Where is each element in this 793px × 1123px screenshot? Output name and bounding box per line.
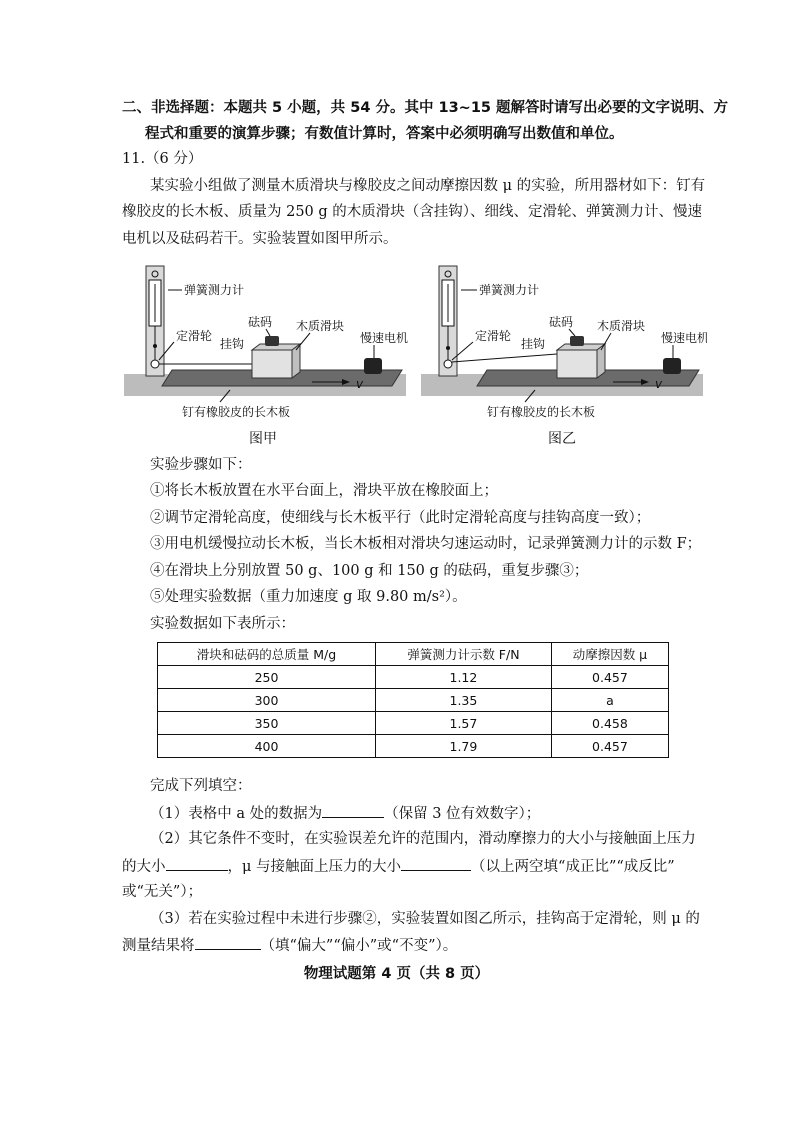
q1-text-end: （保留 3 位有效数字）； [384, 806, 541, 822]
q2-text: 的大小 [122, 859, 166, 875]
table-cell: 300 [158, 689, 376, 712]
table-cell: 250 [158, 666, 376, 689]
table-header: 动摩擦因数 μ [551, 643, 668, 666]
step-3: ③用电机缓慢拉动长木板，当长木板相对滑块匀速运动时，记录弹簧测力计的示数 F； [150, 536, 702, 552]
velocity-label: v [655, 377, 663, 391]
question-intro-line1: 某实验小组做了测量木质滑块与橡胶皮之间动摩擦因数 μ 的实验，所用器材如下：钉有 [150, 178, 706, 194]
fill-q2-line1: （2）其它条件不变时，在实验误差允许的范围内，滑动摩擦力的大小与接触面上压力 [150, 831, 696, 847]
table-header: 滑块和砝码的总质量 M/g [158, 643, 376, 666]
question-number: 11.（6 分） [122, 151, 203, 167]
thread [452, 354, 557, 362]
velocity-label: v [356, 377, 364, 391]
question-intro-line2: 橡胶皮的长木板、质量为 250 g 的木质滑块（含挂钩）、细线、定滑轮、弹簧测力计、慢速 [122, 204, 703, 220]
fill-q2-line2 [122, 856, 675, 877]
q3-text-end: （填“偏大”“偏小”或“不变”）。 [260, 938, 458, 954]
table-title: 实验数据如下表所示： [150, 616, 295, 632]
label-hook: 挂钩 [220, 337, 245, 351]
label-weight: 砝码 [549, 315, 574, 329]
wooden-block [557, 350, 597, 378]
q2-text-end: （以上两空填“成正比”“成反比” [471, 859, 675, 875]
page-footer: 物理试题第 4 页（共 8 页） [303, 966, 490, 982]
pulley [444, 360, 452, 368]
table-cell: 1.57 [376, 712, 552, 735]
section-heading-line2: 程式和重要的演算步骤；有数值计算时，答案中必须明确写出数值和单位。 [145, 126, 624, 142]
apparatus-diagram-a [120, 262, 410, 427]
data-table [157, 642, 669, 758]
fill-title: 完成下列填空： [150, 778, 252, 794]
table-cell: 1.79 [376, 735, 552, 758]
table-cell: 0.457 [551, 735, 668, 758]
fill-q3-line1: （3）若在实验过程中未进行步骤②，实验装置如图乙所示，挂钩高于定滑轮，则 μ 的 [150, 911, 700, 927]
caption-figure-a: 图甲 [249, 431, 277, 447]
step-5: ⑤处理实验数据（重力加速度 g 取 9.80 m/s²）。 [150, 589, 467, 605]
section-heading-line1: 二、非选择题：本题共 5 小题，共 54 分。其中 13~15 题解答时请写出必要的文字说明、方 [122, 100, 729, 116]
label-pulley: 定滑轮 [475, 329, 512, 343]
steps-title: 实验步骤如下： [150, 457, 252, 473]
label-pulley: 定滑轮 [176, 329, 213, 343]
answer-blank-3[interactable] [401, 856, 471, 871]
label-block: 木质滑块 [597, 319, 646, 333]
table-header: 弹簧测力计示数 F/N [376, 643, 552, 666]
label-motor: 慢速电机 [360, 331, 409, 345]
table-cell: a [551, 689, 668, 712]
table-row [158, 666, 669, 689]
fill-q1 [150, 803, 540, 824]
figure-a [120, 262, 410, 431]
figure-b [417, 262, 707, 431]
pulley [151, 360, 159, 368]
table-cell: 350 [158, 712, 376, 735]
wooden-block [252, 350, 292, 378]
q1-text: （1）表格中 a 处的数据为 [150, 806, 323, 822]
label-motor: 慢速电机 [661, 331, 707, 345]
q2-text-mid: ，μ 与接触面上压力的大小 [227, 859, 402, 875]
weight [265, 336, 279, 346]
caption-figure-b: 图乙 [548, 431, 576, 447]
answer-blank-4[interactable] [195, 935, 261, 950]
label-board: 钉有橡胶皮的长木板 [487, 405, 596, 419]
table-cell: 1.35 [376, 689, 552, 712]
q3-text: 测量结果将 [122, 938, 195, 954]
table-row [158, 735, 669, 758]
table-row [158, 712, 669, 735]
answer-blank-2[interactable] [166, 856, 228, 871]
table-cell: 400 [158, 735, 376, 758]
label-block: 木质滑块 [296, 319, 345, 333]
label-board: 钉有橡胶皮的长木板 [182, 405, 291, 419]
table-row [158, 689, 669, 712]
fill-q2-line3: 或“无关”）； [122, 884, 203, 900]
label-spring-scale: 弹簧测力计 [184, 283, 245, 297]
table-cell: 1.12 [376, 666, 552, 689]
label-weight: 砝码 [248, 315, 273, 329]
label-spring-scale: 弹簧测力计 [479, 283, 540, 297]
table-cell: 0.457 [551, 666, 668, 689]
weight [570, 336, 584, 346]
question-intro-line3: 电机以及砝码若干。实验装置如图甲所示。 [122, 231, 398, 247]
table-header-row [158, 643, 669, 666]
slow-motor [663, 358, 681, 374]
apparatus-diagram-b [417, 262, 707, 427]
step-1: ①将长木板放置在水平台面上，滑块平放在橡胶面上； [150, 483, 498, 499]
slow-motor [364, 358, 382, 374]
fill-q3-line2 [122, 935, 457, 956]
step-2: ②调节定滑轮高度，使细线与长木板平行（此时定滑轮高度与挂钩高度一致）； [150, 510, 651, 526]
label-hook: 挂钩 [521, 337, 546, 351]
table-cell: 0.458 [551, 712, 668, 735]
step-4: ④在滑块上分别放置 50 g、100 g 和 150 g 的砝码，重复步骤③； [150, 563, 589, 579]
answer-blank-1[interactable] [322, 803, 384, 818]
